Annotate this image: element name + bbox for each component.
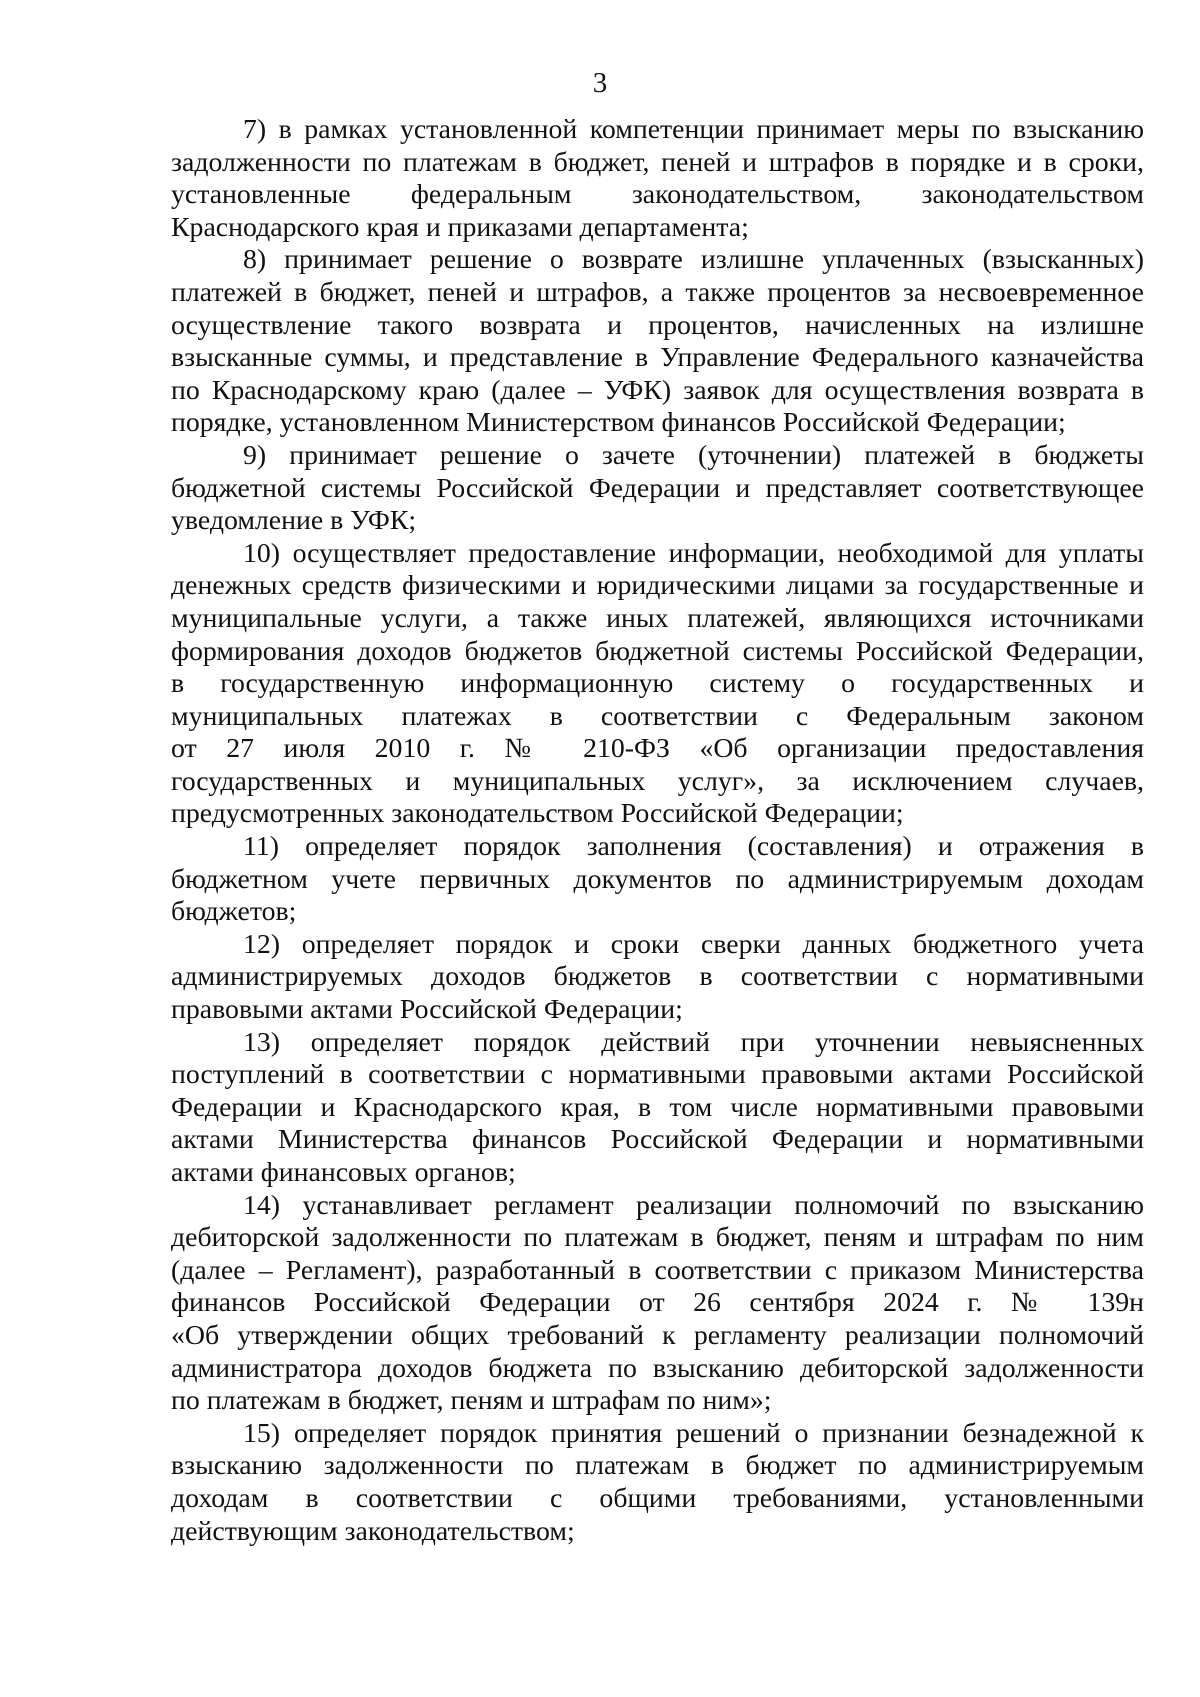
page-number: 3: [592, 67, 608, 99]
text-line: платежей в бюджет, пеней и штрафов, а также процентов за несвоевременное: [171, 276, 1144, 308]
paragraph-item-11: [171, 831, 1144, 929]
text-line: поступлений в соответствии с нормативными правовыми актами Российской: [171, 1059, 1144, 1091]
text-line: 14) устанавливает регламент реализации полномочий по взысканию: [243, 1189, 1144, 1221]
text-line: предусмотренных законодательством Российской Федерации;: [171, 798, 904, 830]
paragraph-item-10: [171, 538, 1144, 831]
text-line: Федерации и Краснодарского края, в том числе нормативными правовыми: [171, 1091, 1144, 1123]
text-line: правовыми актами Российской Федерации;: [171, 994, 683, 1026]
text-line: задолженности по платежам в бюджет, пеней и штрафов в порядке и в сроки,: [171, 146, 1144, 178]
text-line: 15) определяет порядок принятия решений о признании безнадежной к: [243, 1417, 1144, 1449]
text-line: взысканные суммы, и представление в Управление Федерального казначейства: [171, 342, 1144, 374]
text-line: актами Министерства финансов Российской Федерации и нормативными: [171, 1124, 1144, 1156]
text-line: дебиторской задолженности по платежам в бюджет, пеням и штрафам по ним: [171, 1222, 1144, 1254]
text-line: по платежам в бюджет, пеням и штрафам по ним»;: [171, 1385, 772, 1417]
text-line: администрируемых доходов бюджетов в соответствии с нормативными: [171, 961, 1144, 993]
text-line: актами финансовых органов;: [171, 1157, 516, 1188]
text-line: порядке, установленном Министерством финансов Российской Федерации;: [171, 407, 1066, 439]
text-line: 11) определяет порядок заполнения (составления) и отражения в: [243, 831, 1144, 863]
paragraph-item-13: [171, 1027, 1144, 1190]
text-line: государственных и муниципальных услуг», за исключением случаев,: [171, 765, 1144, 797]
text-line: 13) определяет порядок действий при уточнении невыясненных: [243, 1026, 1144, 1058]
text-line: действующим законодательством;: [171, 1515, 575, 1547]
text-line: (далее – Регламент), разработанный в соответствии с приказом Министерства: [171, 1254, 1144, 1286]
text-line: по Краснодарскому краю (далее – УФК) заявок для осуществления возврата в: [171, 374, 1144, 406]
text-line: осуществление такого возврата и процентов, начисленных на излишне: [171, 309, 1144, 341]
text-line: уведомление в УФК;: [171, 505, 417, 537]
text-line: 10) осуществляет предоставление информации, необходимой для уплаты: [243, 537, 1144, 569]
text-line: 9) принимает решение о зачете (уточнении) платежей в бюджеты: [243, 439, 1144, 471]
text-line: формирования доходов бюджетов бюджетной системы Российской Федерации,: [171, 635, 1144, 667]
text-line: администратора доходов бюджета по взысканию дебиторской задолженности: [171, 1352, 1144, 1384]
text-line: 8) принимает решение о возврате излишне уплаченных (взысканных): [243, 244, 1144, 276]
paragraph-item-12: [171, 929, 1144, 1027]
text-line: доходам в соответствии с общими требованиями, установленными: [171, 1482, 1144, 1514]
text-line: финансов Российской Федерации от 26 сентября 2024 г. № 139н: [171, 1287, 1144, 1319]
text-line: муниципальные услуги, а также иных платежей, являющихся источниками: [171, 602, 1144, 634]
paragraph-item-8: [171, 244, 1144, 440]
paragraph-item-14: [171, 1190, 1144, 1418]
paragraph-item-9: [171, 440, 1144, 538]
document-body: [171, 114, 1144, 1548]
text-line: «Об утверждении общих требований к регламенту реализации полномочий: [171, 1319, 1144, 1351]
text-line: 12) определяет порядок и сроки сверки данных бюджетного учета: [243, 928, 1144, 960]
text-line: взысканию задолженности по платежам в бюджет по администрируемым: [171, 1450, 1144, 1482]
text-line: муниципальных платежах в соответствии с Федеральным законом: [171, 700, 1144, 732]
text-line: Краснодарского края и приказами департамента;: [171, 211, 749, 243]
text-line: в государственную информационную систему о государственных и: [171, 668, 1144, 700]
text-line: денежных средств физическими и юридическими лицами за государственные и: [171, 570, 1144, 602]
text-line: бюджетов;: [171, 896, 297, 928]
text-line: установленные федеральным законодательством, законодательством: [171, 179, 1144, 211]
paragraph-item-7: [171, 114, 1144, 244]
text-line: бюджетной системы Российской Федерации и представляет соответствующее: [171, 472, 1144, 504]
text-line: от 27 июля 2010 г. № 210-ФЗ «Об организации предоставления: [171, 733, 1144, 765]
text-line: 7) в рамках установленной компетенции принимает меры по взысканию: [243, 114, 1144, 145]
paragraph-item-15: [171, 1418, 1144, 1548]
text-line: бюджетном учете первичных документов по администрируемым доходам: [171, 863, 1144, 895]
